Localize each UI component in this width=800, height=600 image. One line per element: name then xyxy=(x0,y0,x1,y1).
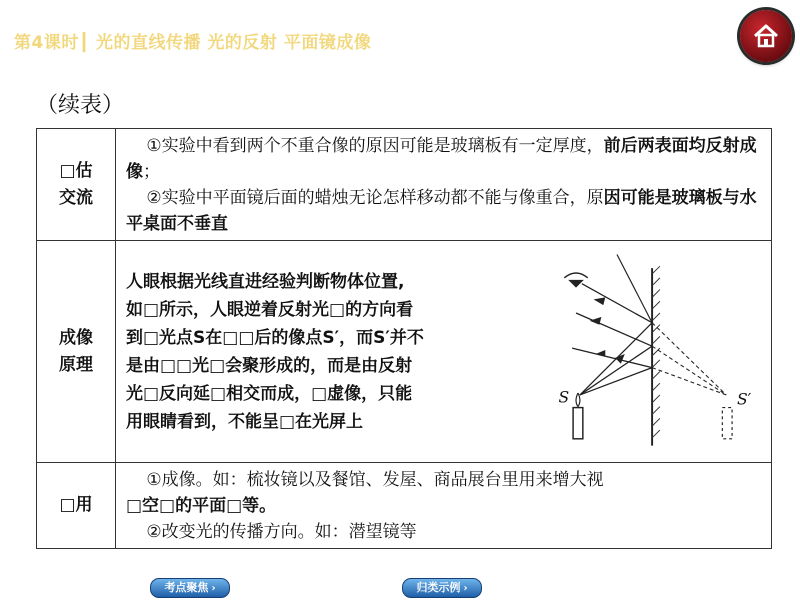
mirror-image-diagram xyxy=(537,252,761,452)
nav-button-examples[interactable] xyxy=(402,578,482,598)
row-header-line: □估 xyxy=(59,160,93,181)
text-normal: ①实验中看到两个不重合像的原因可能是玻璃板有一定厚度， xyxy=(146,135,604,156)
row-header xyxy=(37,129,116,241)
mirror-hatching xyxy=(652,266,660,438)
text-line: 用眼睛看到，不能呈□在光屏上 xyxy=(126,411,364,432)
label-s: S xyxy=(558,388,569,407)
paragraph xyxy=(126,185,761,237)
text-line: 到□光点S在□□后的像点S′，而S′并不 xyxy=(126,327,424,348)
paragraph: ②改变光的传播方向。如：潜望镜等 xyxy=(146,521,417,542)
text-line: 光□反向延□相交而成，□虚像，只能 xyxy=(126,383,413,404)
row-header-line: 原理 xyxy=(59,354,93,375)
summary-table xyxy=(36,128,772,549)
text-bold: 因可能是玻璃板与水平桌面不垂直 xyxy=(126,187,757,234)
section-label: （续表） xyxy=(36,93,125,118)
nav-button-focus[interactable] xyxy=(150,578,230,598)
row-header-line: 交流 xyxy=(59,187,93,208)
row-header-line: □用 xyxy=(59,495,93,515)
paragraph: □空□的平面□等。 xyxy=(126,495,277,516)
lesson-title: 第4课时┃ 光的直线传播 光的反射 平面镜成像 xyxy=(14,33,372,53)
label-s-prime: S′ xyxy=(736,390,751,409)
table-row xyxy=(37,129,772,241)
candle-object xyxy=(573,392,583,438)
text-line: 如□所示，人眼逆着反射光□的方向看 xyxy=(126,299,414,320)
text-bold: 前后两表面均反射成像 xyxy=(126,135,757,182)
home-icon xyxy=(752,22,780,50)
row-header-line: 成像 xyxy=(59,327,93,348)
row-content xyxy=(116,241,772,463)
text-normal: ②实验中平面镜后面的蜡烛无论怎样移动都不能与像重合，原 xyxy=(146,187,604,208)
chevron-right-icon: › xyxy=(211,583,216,594)
principle-text xyxy=(126,268,497,436)
paragraph: ①成像。如：梳妆镜以及餐馆、发屋、商品展台里用来增大视 xyxy=(146,469,604,490)
row-header xyxy=(37,241,116,463)
nav-button-label: 归类示例 xyxy=(416,581,461,594)
table-row xyxy=(37,463,772,549)
text-line: 人眼根据光线直进经验判断物体位置, xyxy=(126,271,405,292)
virtual-rays xyxy=(652,322,726,394)
chevron-right-icon: › xyxy=(463,583,468,594)
header-bar xyxy=(0,0,800,72)
row-content xyxy=(116,129,772,241)
table-row xyxy=(37,241,772,463)
nav-button-label: 考点聚焦 xyxy=(164,581,209,594)
paragraph xyxy=(126,133,761,185)
row-content xyxy=(116,463,772,549)
text-normal: ； xyxy=(143,161,160,182)
row-header xyxy=(37,463,116,549)
principle-wrap xyxy=(126,252,761,452)
home-button[interactable] xyxy=(740,10,792,62)
reflected-rays xyxy=(572,283,652,367)
virtual-candle xyxy=(722,407,732,438)
text-line: 是由□□光□会聚形成的，而是由反射 xyxy=(126,355,413,376)
